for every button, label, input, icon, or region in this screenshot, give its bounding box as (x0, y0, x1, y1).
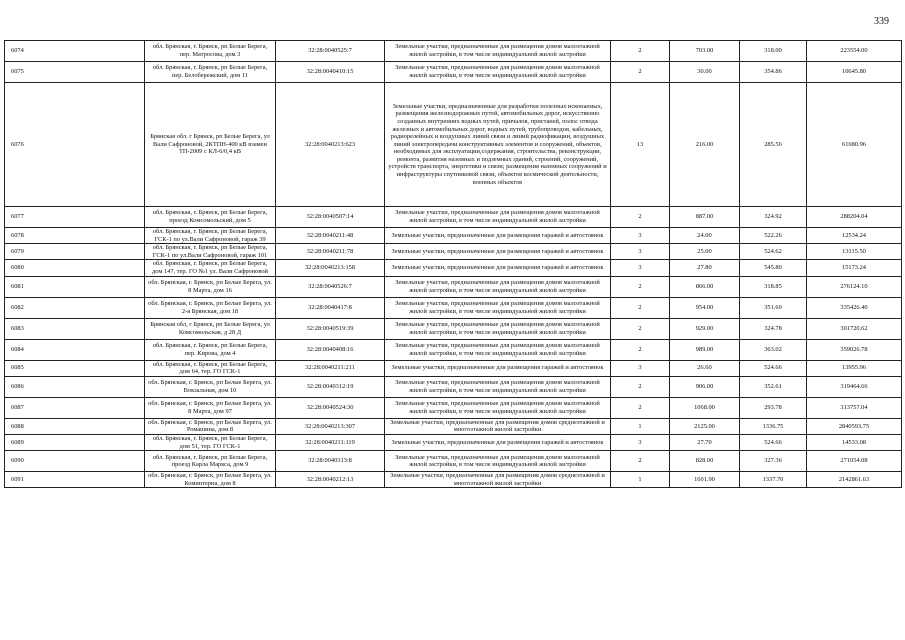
cadastral-number-cell: 32:28:0040213:623 (276, 83, 385, 207)
area-cell: 30.00 (670, 62, 740, 83)
cadastral-value-cell: 13115.50 (807, 244, 902, 260)
cadastral-number-cell: 32:28:0040212:13 (276, 472, 385, 488)
address-cell: обл. Брянская, г. Брянск, рп Белые Берега, дом 64, тер. ГО ГСК-1 (145, 360, 276, 376)
specific-value-cell: 363.02 (740, 339, 807, 360)
area-cell: 1601.90 (670, 472, 740, 488)
area-cell: 954.00 (670, 297, 740, 318)
cadastral-value-cell: 313757.04 (807, 397, 902, 418)
cadastral-number-cell: 32:28:0040417:8 (276, 297, 385, 318)
specific-value-cell: 318.00 (740, 41, 807, 62)
land-use-cell: Земельные участки, предназначенные для размещения гаражей и автостоянок (385, 244, 611, 260)
row-number-cell: 6091 (5, 472, 145, 488)
area-cell: 24.00 (670, 228, 740, 244)
address-cell: обл. Брянская, г. Брянск, рп Белые Берега, пер. Матросова, дом 3 (145, 41, 276, 62)
area-cell: 887.00 (670, 207, 740, 228)
area-cell: 828.00 (670, 451, 740, 472)
table-row (5, 397, 902, 418)
group-cell: 3 (611, 228, 670, 244)
land-use-cell: Земельные участки, предназначенные для размещения домов среднеэтажной и многоэтажной жилой застройки (385, 472, 611, 488)
group-cell: 3 (611, 260, 670, 276)
land-use-cell: Земельные участки, предназначенные для размещения домов малоэтажной жилой застройки, в том числе индивидуальной жилой застройки (385, 41, 611, 62)
specific-value-cell: 524.62 (740, 244, 807, 260)
land-use-cell: Земельные участки, предназначенные для размещения домов малоэтажной жилой застройки, в том числе индивидуальной жилой застройки (385, 297, 611, 318)
row-number-cell: 6074 (5, 41, 145, 62)
area-cell: 866.00 (670, 276, 740, 297)
specific-value-cell: 1336.75 (740, 418, 807, 434)
table-row (5, 297, 902, 318)
cadastral-value-cell: 223554.00 (807, 41, 902, 62)
specific-value-cell: 293.78 (740, 397, 807, 418)
area-cell: 27.70 (670, 434, 740, 450)
address-cell: обл. Брянская, г. Брянск, рп Белые Берега, ул. Вокзальная, дом 10 (145, 376, 276, 397)
group-cell: 2 (611, 339, 670, 360)
address-cell: обл. Брянская, г. Брянск, рп Белые Берега, ГСК-1 по ул.Вали Сафроновой, гараж 39 (145, 228, 276, 244)
group-cell: 3 (611, 244, 670, 260)
cadastral-value-cell: 2840593.75 (807, 418, 902, 434)
cadastral-number-cell: 32:28:0040213:158 (276, 260, 385, 276)
cadastral-value-cell: 12534.24 (807, 228, 902, 244)
cadastral-number-cell: 32:28:0040519:39 (276, 318, 385, 339)
land-use-cell: Земельные участки, предназначенные для размещения домов малоэтажной жилой застройки, в том числе индивидуальной жилой застройки (385, 451, 611, 472)
group-cell: 2 (611, 397, 670, 418)
cadastral-number-cell: 32:28:0040211:48 (276, 228, 385, 244)
cadastral-number-cell: 32:28:0040211:119 (276, 434, 385, 450)
land-use-cell: Земельные участки, предназначенные для размещения домов малоэтажной жилой застройки, в том числе индивидуальной жилой застройки (385, 62, 611, 83)
cadastral-value-cell: 271054.08 (807, 451, 902, 472)
area-cell: 1068.00 (670, 397, 740, 418)
specific-value-cell: 327.36 (740, 451, 807, 472)
cadastral-number-cell: 32:28:0040312:19 (276, 376, 385, 397)
address-cell: Брянская обл, г Брянск, рп Белые Берега, ул Комсомольская, д 28 Д (145, 318, 276, 339)
table-row (5, 207, 902, 228)
cadastral-number-cell: 32:28:0040313:8 (276, 451, 385, 472)
land-use-cell: Земельные участки, предназначенные для размещения домов малоэтажной жилой застройки, в том числе индивидуальной жилой застройки (385, 276, 611, 297)
address-cell: обл. Брянская, г. Брянск, рп Белые Берега, проезд Карла Маркса, дом 9 (145, 451, 276, 472)
cadastral-value-cell: 10645.80 (807, 62, 902, 83)
land-use-cell: Земельные участки, предназначенные для размещения домов малоэтажной жилой застройки, в том числе индивидуальной жилой застройки (385, 376, 611, 397)
address-cell: обл. Брянская, г. Брянск, рп Белые Берега, ул. 8 Марта, дом 97 (145, 397, 276, 418)
cadastral-number-cell: 32:28:0040213:307 (276, 418, 385, 434)
table-row (5, 434, 902, 450)
table-row (5, 418, 902, 434)
cadastral-number-cell: 32:28:0040525:7 (276, 41, 385, 62)
area-cell: 25.00 (670, 244, 740, 260)
land-use-cell: Земельные участки, предназначенные для размещения гаражей и автостоянок (385, 228, 611, 244)
group-cell: 2 (611, 207, 670, 228)
specific-value-cell: 1337.70 (740, 472, 807, 488)
table-row (5, 472, 902, 488)
specific-value-cell: 524.66 (740, 360, 807, 376)
table-row (5, 339, 902, 360)
row-number-cell: 6084 (5, 339, 145, 360)
address-cell: обл. Брянская, г. Брянск, рп Белые Берега, ул. 2-я Брянская, дом 18 (145, 297, 276, 318)
cadastral-value-cell: 301720.62 (807, 318, 902, 339)
specific-value-cell: 354.86 (740, 62, 807, 83)
land-use-cell: Земельные участки, предназначенные для размещения домов среднеэтажной и многоэтажной жилой застройки (385, 418, 611, 434)
row-number-cell: 6083 (5, 318, 145, 339)
table-row (5, 376, 902, 397)
area-cell: 703.00 (670, 41, 740, 62)
address-cell: обл. Брянская, г. Брянск, рп Белые Берега, ул. 8 Марта, дом 16 (145, 276, 276, 297)
table-row (5, 276, 902, 297)
specific-value-cell: 324.78 (740, 318, 807, 339)
group-cell: 3 (611, 434, 670, 450)
cadastral-number-cell: 32:28:0040211:211 (276, 360, 385, 376)
address-cell: Брянская обл. г Брянск, рп Белые Берега, ул Вали Сафроновой, 2КТПН-400 кВ взамен ТП-2009 с КЛ-6/0,4 кВ (145, 83, 276, 207)
address-cell: обл. Брянская, г. Брянск, рп Белые Берега, ул. Коминтерна, дом 8 (145, 472, 276, 488)
area-cell: 2125.00 (670, 418, 740, 434)
specific-value-cell: 318.85 (740, 276, 807, 297)
address-cell: обл. Брянская, г. Брянск, рп Белые Берега, пер. Белобережский, дом 11 (145, 62, 276, 83)
land-use-cell: Земельные участки, предназначенные для размещения домов малоэтажной жилой застройки, в том числе индивидуальной жилой застройки (385, 397, 611, 418)
cadastral-value-cell: 13955.96 (807, 360, 902, 376)
address-cell: обл. Брянская, г. Брянск, рп Белые Берега, ул. Ромашина, дом 8 (145, 418, 276, 434)
specific-value-cell: 324.92 (740, 207, 807, 228)
cadastral-number-cell: 32:28:0040507:14 (276, 207, 385, 228)
row-number-cell: 6087 (5, 397, 145, 418)
specific-value-cell: 352.61 (740, 376, 807, 397)
cadastral-value-cell: 2142861.63 (807, 472, 902, 488)
address-cell: обл. Брянская, г. Брянск, рп Белые Берега, пер. Кирова, дом 4 (145, 339, 276, 360)
row-number-cell: 6079 (5, 244, 145, 260)
row-number-cell: 6080 (5, 260, 145, 276)
row-number-cell: 6075 (5, 62, 145, 83)
address-cell: обл. Брянская, г. Брянск, рп Белые Берега, проезд Комсомольский, дом 5 (145, 207, 276, 228)
table-row (5, 360, 902, 376)
group-cell: 2 (611, 41, 670, 62)
row-number-cell: 6086 (5, 376, 145, 397)
group-cell: 2 (611, 297, 670, 318)
land-use-cell: Земельные участки, предназначенные для размещения домов малоэтажной жилой застройки, в том числе индивидуальной жилой застройки (385, 207, 611, 228)
group-cell: 2 (611, 318, 670, 339)
land-use-cell: Земельные участки, предназначенные для размещения гаражей и автостоянок (385, 360, 611, 376)
table-body (5, 41, 902, 488)
specific-value-cell: 522.26 (740, 228, 807, 244)
cadastral-number-cell: 32:28:0040526:7 (276, 276, 385, 297)
area-cell: 27.80 (670, 260, 740, 276)
group-cell: 13 (611, 83, 670, 207)
row-number-cell: 6090 (5, 451, 145, 472)
cadastral-value-cell: 15173.24 (807, 260, 902, 276)
cadastral-value-cell: 61680.96 (807, 83, 902, 207)
cadastral-number-cell: 32:28:0040408:16 (276, 339, 385, 360)
table-row (5, 260, 902, 276)
group-cell: 2 (611, 451, 670, 472)
group-cell: 2 (611, 276, 670, 297)
table-row (5, 41, 902, 62)
table-row (5, 62, 902, 83)
row-number-cell: 6088 (5, 418, 145, 434)
row-number-cell: 6081 (5, 276, 145, 297)
cadastral-number-cell: 32:28:0040211:78 (276, 244, 385, 260)
address-cell: обл. Брянская, г. Брянск, рп Белые Берега, дом 147, тер. ГО №1 ул. Вали Сафроновой (145, 260, 276, 276)
land-use-cell: Земельные участки, предназначенные для размещения домов малоэтажной жилой застройки, в том числе индивидуальной жилой застройки (385, 339, 611, 360)
cadastral-value-cell: 359026.78 (807, 339, 902, 360)
group-cell: 2 (611, 62, 670, 83)
row-number-cell: 6076 (5, 83, 145, 207)
specific-value-cell: 285.56 (740, 83, 807, 207)
cadastral-value-cell: 319464.66 (807, 376, 902, 397)
table-row (5, 228, 902, 244)
row-number-cell: 6078 (5, 228, 145, 244)
cadastral-value-table (4, 40, 902, 488)
specific-value-cell: 545.80 (740, 260, 807, 276)
cadastral-value-cell: 14533.08 (807, 434, 902, 450)
land-use-cell: Земельные участки, предназначенные для размещения гаражей и автостоянок (385, 260, 611, 276)
row-number-cell: 6085 (5, 360, 145, 376)
cadastral-value-cell: 288204.04 (807, 207, 902, 228)
row-number-cell: 6077 (5, 207, 145, 228)
area-cell: 989.00 (670, 339, 740, 360)
specific-value-cell: 524.66 (740, 434, 807, 450)
cadastral-value-cell: 335426.40 (807, 297, 902, 318)
cadastral-number-cell: 32:28:0040524:30 (276, 397, 385, 418)
row-number-cell: 6082 (5, 297, 145, 318)
area-cell: 26.60 (670, 360, 740, 376)
group-cell: 2 (611, 376, 670, 397)
group-cell: 3 (611, 360, 670, 376)
group-cell: 1 (611, 418, 670, 434)
table-row (5, 244, 902, 260)
area-cell: 216.00 (670, 83, 740, 207)
land-use-cell: Земельные участки, предназначенные для разработки полезных ископаемых, размещения железнодорожных путей, автомобильных дорог, искусственно созданных внутренних водных путей, причалов, пристаней, полос отвода железных и автомобильных дорог, водных путей, трубопроводов, кабельных, радиорелейных и воздушных линий связи и линий радиофикации, воздушных линий электропередачи конструктивных элементов и сооружений, объектов, необходимых для эксплуатации,содержания, строительства, реконструкции, ремонта, развития наземных и подземных зданий, строений, сооружений, устройств транспорта, энергетики и связи; размещения наземных сооружений и инфраструктуры спутниковой связи, объектов космической деятельности, военных объектов (385, 83, 611, 207)
land-use-cell: Земельные участки, предназначенные для размещения домов малоэтажной жилой застройки, в том числе индивидуальной жилой застройки (385, 318, 611, 339)
table-row (5, 318, 902, 339)
cadastral-number-cell: 32:28:0040410:15 (276, 62, 385, 83)
area-cell: 929.00 (670, 318, 740, 339)
group-cell: 1 (611, 472, 670, 488)
area-cell: 906.00 (670, 376, 740, 397)
table-row (5, 83, 902, 207)
specific-value-cell: 351.60 (740, 297, 807, 318)
table-row (5, 451, 902, 472)
row-number-cell: 6089 (5, 434, 145, 450)
cadastral-value-cell: 276124.10 (807, 276, 902, 297)
address-cell: обл. Брянская, г. Брянск, рп Белые Берега, дом 51, тер. ГО ГСК-1 (145, 434, 276, 450)
address-cell: обл. Брянская, г. Брянск, рп Белые Берега, ГСК-1 по ул.Вали Сафроновой, гараж 101 (145, 244, 276, 260)
land-use-cell: Земельные участки, предназначенные для размещения гаражей и автостоянок (385, 434, 611, 450)
page-number: 339 (874, 16, 889, 27)
